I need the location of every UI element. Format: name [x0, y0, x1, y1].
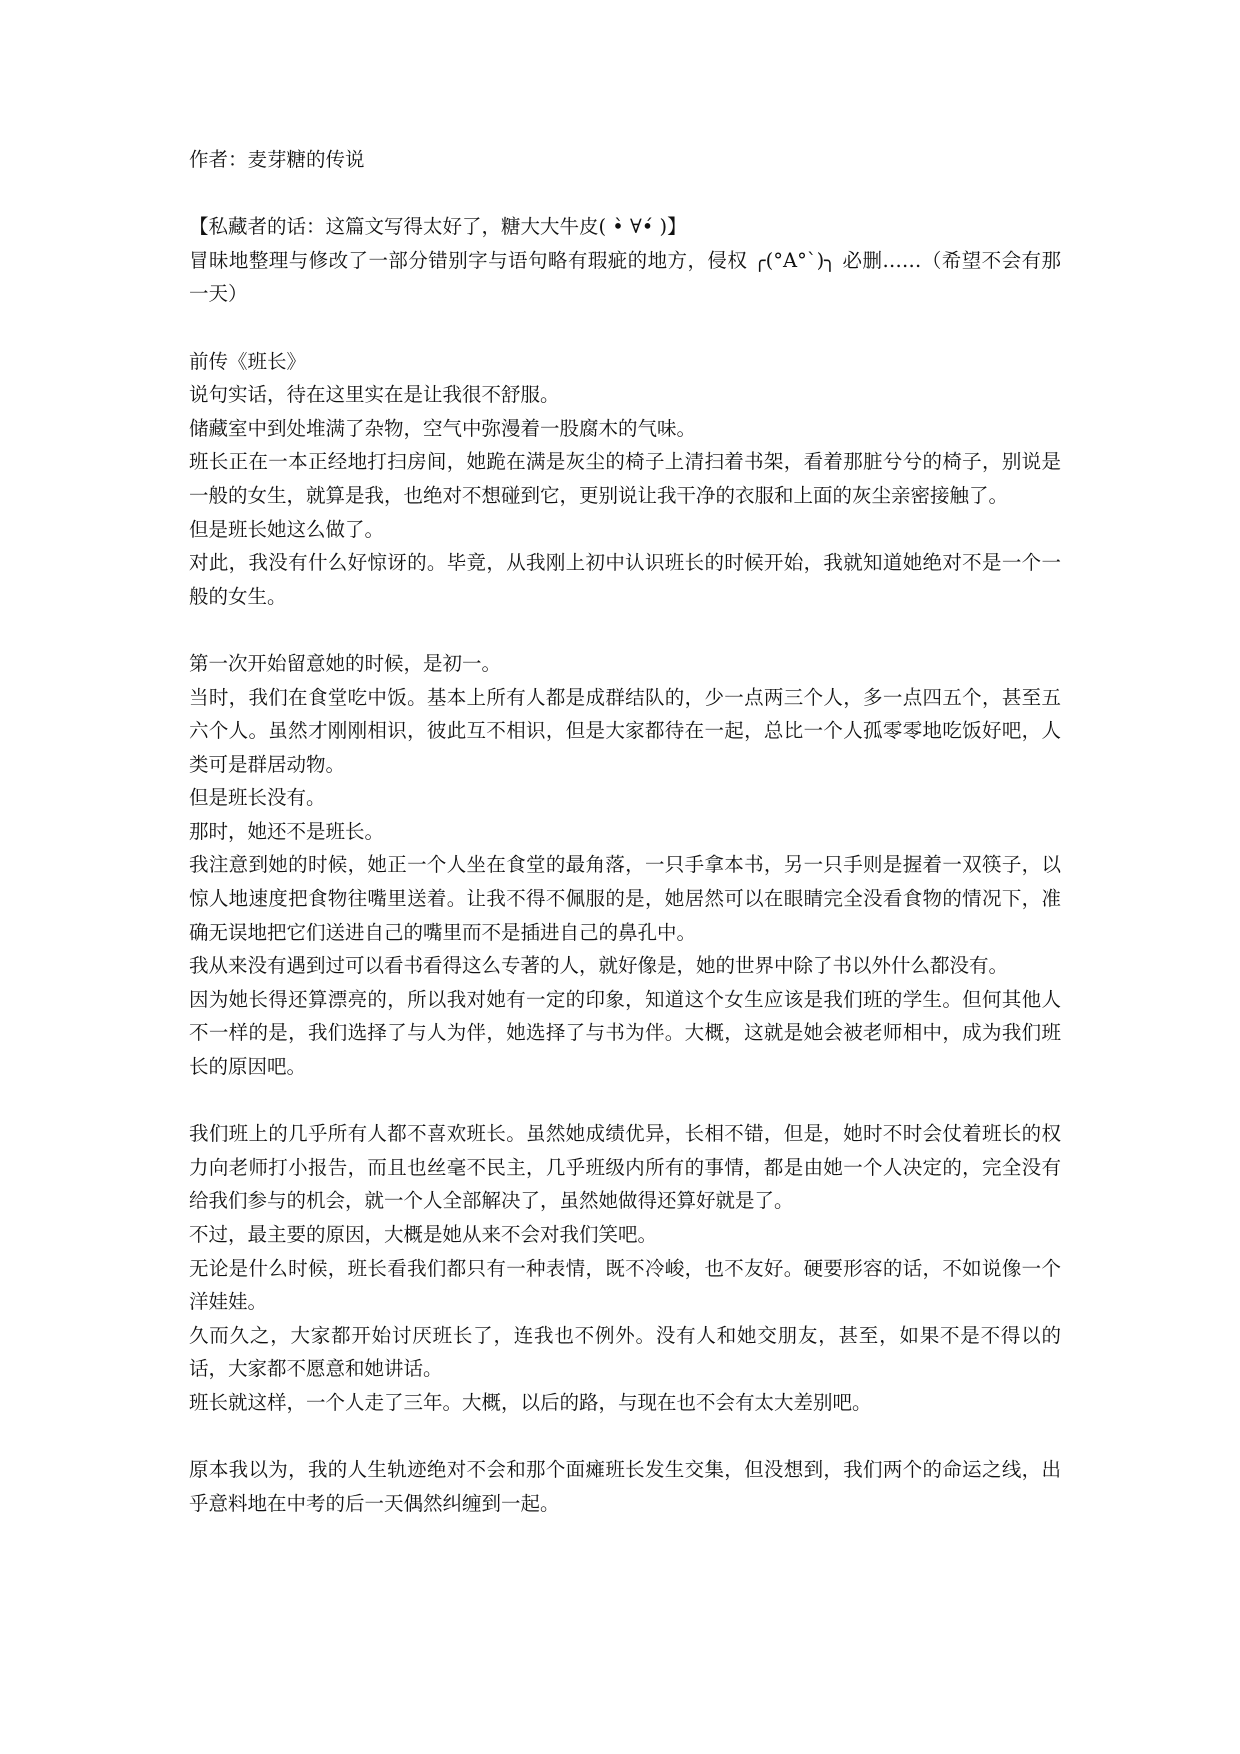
paragraph: 我们班上的几乎所有人都不喜欢班长。虽然她成绩优异，长相不错，但是，她时不时会仗着班长的权力向老师打小报告，而且也丝毫不民主，几乎班级内所有的事情，都是由她一个人决定的，完全没有给我们参与的机会，就一个人全部解决了，虽然她做得还算好就是了。 [189, 1122, 1061, 1213]
paragraph: 储藏室中到处堆满了杂物，空气中弥漫着一股腐木的气味。 [189, 416, 697, 440]
author-line: 作者：麦芽糖的传说 [189, 148, 365, 171]
blank-line [189, 1084, 1061, 1118]
paragraph: 原本我以为，我的人生轨迹绝对不会和那个面瘫班长发生交集，但没想到，我们两个的命运之线，出乎意料地在中考的后一天偶然纠缠到一起。 [189, 1458, 1061, 1515]
paragraph: 说句实话，待在这里实在是让我很不舒服。 [189, 383, 560, 407]
paragraph: 因为她长得还算漂亮的，所以我对她有一定的印象，知道这个女生应该是我们班的学生。但何其他人不一样的是，我们选择了与人为伴，她选择了与书为伴。大概，这就是她会被老师相中，成为我们班长的原因吧。 [189, 987, 1061, 1079]
collector-note-title: 【私藏者的话：这篇文写得太好了，糖大大牛皮( •̀ ∀•́ )】 [189, 215, 687, 239]
paragraph: 但是班长没有。 [189, 786, 326, 810]
paragraph: 班长就这样，一个人走了三年。大概，以后的路，与现在也不会有太大差别吧。 [189, 1390, 872, 1414]
paragraph: 我注意到她的时候，她正一个人坐在食堂的最角落，一只手拿本书，另一只手则是握着一双筷子，以惊人地速度把食物往嘴里送着。让我不得不佩服的是，她居然可以在眼睛完全没看食物的情况下，准确无误地把它们送进自己的嘴里而不是插进自己的鼻孔中。 [189, 853, 1061, 944]
blank-line [189, 311, 1061, 345]
collector-note-body: 冒昧地整理与修改了一部分错别字与语句略有瑕疵的地方，侵权 ╭(°A°`)╮ 必删……（希望不会有那一天） [189, 248, 1061, 306]
blank-line [189, 613, 1061, 647]
paragraph: 对此，我没有什么好惊讶的。毕竟，从我刚上初中认识班长的时候开始，我就知道她绝对不是一个一般的女生。 [189, 551, 1061, 608]
paragraph: 无论是什么时候，班长看我们都只有一种表情，既不冷峻，也不友好。硬要形容的话，不如说像一个洋娃娃。 [189, 1256, 1061, 1314]
blank-line [189, 1420, 1061, 1454]
blank-line [189, 177, 1061, 211]
paragraph: 久而久之，大家都开始讨厌班长了，连我也不例外。没有人和她交朋友，甚至，如果不是不得以的话，大家都不愿意和她讲话。 [189, 1323, 1061, 1381]
paragraph: 当时，我们在食堂吃中饭。基本上所有人都是成群结队的，少一点两三个人，多一点四五个，甚至五六个人。虽然才刚刚相识，彼此互不相识，但是大家都待在一起，总比一个人孤零零地吃饭好吧，人类可是群居动物。 [189, 685, 1061, 776]
paragraph: 班长正在一本正经地打扫房间，她跪在满是灰尘的椅子上清扫着书架，看着那脏兮兮的椅子，别说是一般的女生，就算是我，也绝对不想碰到它，更别说让我干净的衣服和上面的灰尘亲密接触了。 [189, 450, 1061, 507]
paragraph: 不过，最主要的原因，大概是她从来不会对我们笑吧。 [189, 1223, 658, 1246]
document-page [189, 143, 1061, 1520]
paragraph: 我从来没有遇到过可以看书看得这么专著的人，就好像是，她的世界中除了书以外什么都没有。 [189, 954, 1009, 978]
paragraph: 但是班长她这么做了。 [189, 517, 385, 541]
paragraph: 那时，她还不是班长。 [189, 819, 385, 843]
section-title: 前传《班长》 [189, 349, 307, 373]
paragraph: 第一次开始留意她的时候，是初一。 [189, 651, 502, 675]
